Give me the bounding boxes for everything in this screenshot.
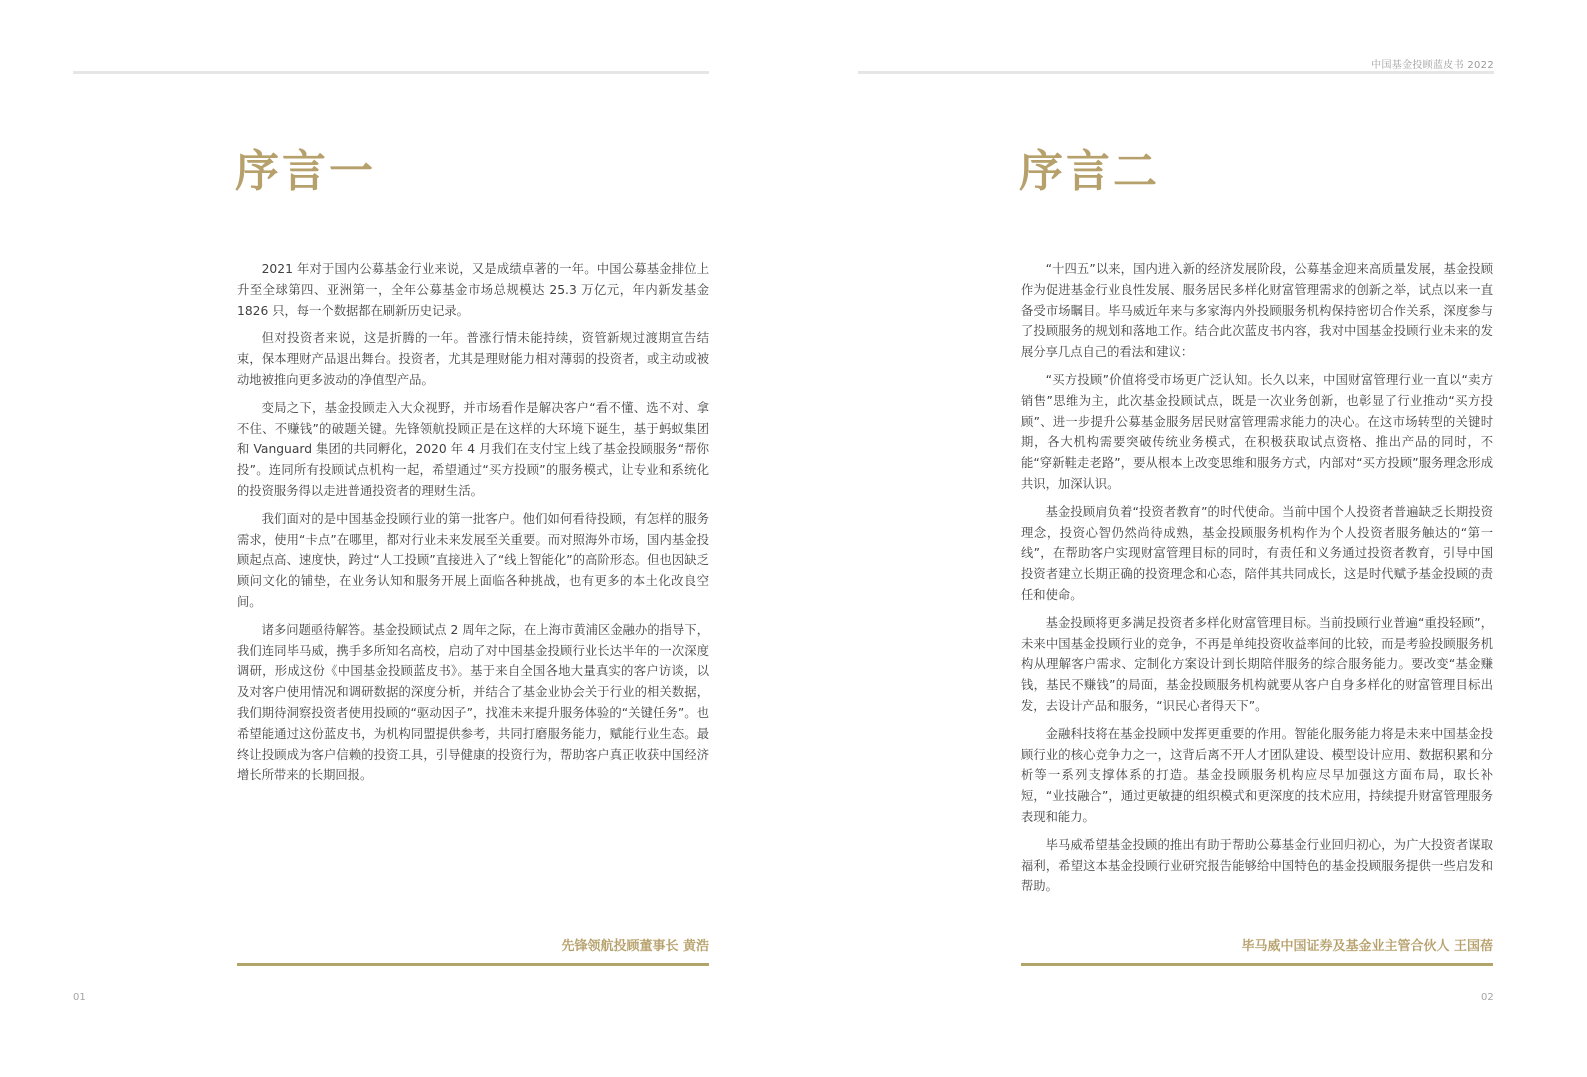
running-head: 中国基金投顾蓝皮书 2022 [1371,60,1494,71]
paragraph: “十四五”以来，国内进入新的经济发展阶段，公募基金迎来高质量发展，基金投顾作为促进基金行业良性发展、服务居民多样化财富管理需求的创新之举，试点以来一直备受市场瞩目。毕马威近年来与多家海内外投顾服务机构保持密切合作关系，深度参与了投顾服务的规划和落地工作。结合此次蓝皮书内容，我对中国基金投顾行业未来的发展分享几点自己的看法和建议： [1021,262,1493,360]
paragraph: 基金投顾将更多满足投资者多样化财富管理目标。当前投顾行业普遍“重投轻顾”，未来中国基金投顾行业的竞争，不再是单纯投资收益率间的比较，而是考验投顾服务机构从理解客户需求、定制化方案设计到长期陪伴服务的综合服务能力。要改变“基金赚钱，基民不赚钱”的局面，基金投顾服务机构就要从客户自身多样化的财富管理目标出发，去设计产品和服务，“识民心者得天下”。 [1021,615,1493,713]
paragraph: 金融科技将在基金投顾中发挥更重要的作用。智能化服务能力将是未来中国基金投顾行业的核心竞争力之一，这背后离不开人才团队建设、模型设计应用、数据积累和分析等一系列支撑体系的打造。基金投顾服务机构应尽早加强这方面布局，取长补短，“业技融合”，通过更敏捷的组织模式和更深度的技术应用，持续提升财富管理服务表现和能力。 [1021,726,1493,824]
right-page-title: 序言二 [1019,146,1160,197]
paragraph: 毕马威希望基金投顾的推出有助于帮助公募基金行业回归初心，为广大投资者谋取福利，希望这本基金投顾行业研究报告能够给中国特色的基金投顾服务提供一些启发和帮助。 [1021,837,1493,894]
right-bottom-rule [1021,963,1493,966]
paragraph: 诸多问题亟待解答。基金投顾试点 2 周年之际，在上海市黄浦区金融办的指导下，我们连同毕马威，携手多所知名高校，启动了对中国基金投顾行业长达半年的一次深度调研，形成这份《中国基金投顾蓝皮书》。基于来自全国各地大量真实的客户访谈，以及对客户使用情况和调研数据的深度分析，并结合了基金业协会关于行业的相关数据，我们期待洞察投资者使用投顾的“驱动因子”，找准未来提升服务体验的“关键任务”。也希望能通过这份蓝皮书，为机构同盟提供参考，共同打磨服务能力，赋能行业生态。最终让投顾成为客户信赖的投资工具，引导健康的投资行为，帮助客户真正收获中国经济增长所带来的长期回报。 [237,622,709,783]
right-signature: 毕马威中国证券及基金业主管合伙人 王国蓓 [1241,939,1493,954]
paragraph: 基金投顾肩负着“投资者教育”的时代使命。当前中国个人投资者普遍缺乏长期投资理念，投资心智仍然尚待成熟，基金投顾服务机构作为个人投资者服务触达的“第一线”，在帮助客户实现财富管理目标的同时，有责任和义务通过投资者教育，引导中国投资者建立长期正确的投资理念和心态，陪伴其共同成长，这是时代赋予基金投顾的责任和使命。 [1021,504,1493,602]
paragraph: 但对投资者来说，这是折腾的一年。普涨行情未能持续，资管新规过渡期宣告结束，保本理财产品退出舞台。投资者，尤其是理财能力相对薄弱的投资者，或主动或被动地被推向更多波动的净值型产品。 [237,331,709,387]
paragraph: 我们面对的是中国基金投顾行业的第一批客户。他们如何看待投顾，有怎样的服务需求，使用“卡点”在哪里，都对行业未来发展至关重要。而对照海外市场，国内基金投顾起点高、速度快，跨过“人工投顾”直接进入了“线上智能化”的高阶形态。但也因缺乏顾问文化的铺垫，在业务认知和服务开展上面临各种挑战，也有更多的本土化改良空间。 [237,511,709,609]
left-page-title: 序言一 [235,146,376,197]
left-top-rule [73,71,709,74]
left-signature: 先锋领航投顾董事长 黄浩 [561,939,709,954]
left-page-number: 01 [73,992,86,1003]
right-body-text [1021,259,1493,904]
paragraph: 2021 年对于国内公募基金行业来说，又是成绩卓著的一年。中国公募基金排位上升至全球第四、亚洲第一，全年公募基金市场总规模达 25.3 万亿元，年内新发基金1826 只，每一个数据都在刷新历史记录。 [237,262,709,318]
left-bottom-rule [237,963,709,966]
paragraph: “买方投顾”价值将受市场更广泛认知。长久以来，中国财富管理行业一直以“卖方销售”思维为主，此次基金投顾试点，既是一次业务创新，也彰显了行业推动“买方投顾”、进一步提升公募基金服务居民财富管理需求能力的决心。在这市场转型的关键时期，各大机构需要突破传统业务模式，在积极获取试点资格、推出产品的同时，不能“穿新鞋走老路”，要从根本上改变思维和服务方式，内部对“买方投顾”服务理念形成共识，加深认识。 [1021,372,1493,491]
right-top-rule [858,71,1494,74]
left-body-text [237,259,709,793]
right-page-number: 02 [1481,992,1494,1003]
paragraph: 变局之下，基金投顾走入大众视野，并市场看作是解决客户“看不懂、选不对、拿不住、不赚钱”的破题关键。先锋领航投顾正是在这样的大环境下诞生，基于蚂蚁集团和 Vanguard 集团的共同孵化，2020 年 4 月我们在支付宝上线了基金投顾服务“帮你投”。连同所有投顾试点机构一起，希望通过“买方投顾”的服务模式，让专业和系统化的投资服务得以走进普通投资者的理财生活。 [237,400,709,498]
